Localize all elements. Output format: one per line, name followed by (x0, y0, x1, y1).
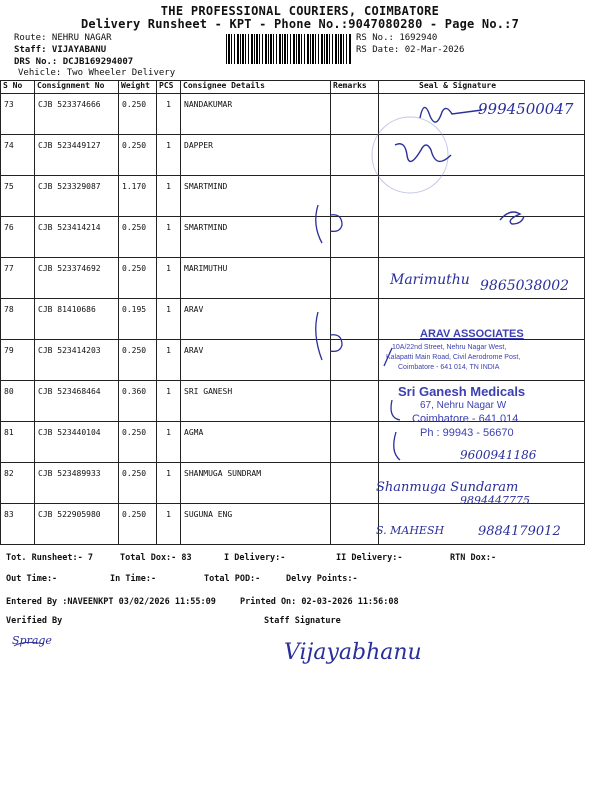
row-consignment: CJB 523468464 (38, 387, 101, 396)
row-consignee: ARAV (184, 305, 204, 314)
signature-scribble (420, 107, 482, 122)
rs-date: RS Date: 02-Mar-2026 (356, 45, 465, 55)
signature-scribble (500, 212, 524, 224)
row-consignee: AGMA (184, 428, 204, 437)
row-pcs: 1 (166, 346, 171, 355)
ganesh-stamp-line: 67, Nehru Nagar W (420, 400, 507, 411)
row-pcs: 1 (166, 387, 171, 396)
row-consignment: CJB 523449127 (38, 141, 101, 150)
runsheet-subtitle: Delivery Runsheet - KPT - Phone No.:9047080280 - Page No.:7 (80, 17, 520, 31)
col-signature: Seal & Signature (379, 81, 585, 94)
row-weight: 0.360 (122, 387, 147, 396)
row-consignee: SHANMUGA SUNDRAM (184, 469, 262, 478)
row-consignee: SMARTMIND (184, 182, 228, 191)
handwritten-name: Shanmuga Sundaram (376, 480, 519, 495)
row-sno: 80 (4, 387, 14, 396)
rtn-dox: RTN Dox:- (450, 553, 497, 563)
total-dox: Total Dox:- 83 (120, 553, 192, 563)
col-weight: Weight (119, 81, 157, 94)
row-weight: 0.250 (122, 223, 147, 232)
handwritten-phone: 9865038002 (480, 278, 570, 294)
verified-signature: Sprage (12, 634, 52, 647)
row-consignee: NANDAKUMAR (184, 100, 233, 109)
ganesh-stamp-name: Sri Ganesh Medicals (398, 384, 526, 399)
row-pcs: 1 (166, 469, 171, 478)
arav-stamp-name: ARAV ASSOCIATES (420, 328, 524, 340)
row-sno: 81 (4, 428, 14, 437)
col-remarks: Remarks (331, 81, 379, 94)
row-consignment: CJB 523374666 (38, 100, 101, 109)
ii-delivery: II Delivery:- (336, 553, 403, 563)
i-delivery: I Delivery:- (224, 553, 286, 563)
col-consignee: Consignee Details (181, 81, 331, 94)
staff-signature: Vijayabhanu (284, 640, 422, 665)
row-pcs: 1 (166, 141, 171, 150)
row-sno: 83 (4, 510, 14, 519)
row-weight: 1.170 (122, 182, 147, 191)
row-weight: 0.250 (122, 510, 147, 519)
row-consignment: CJB 523440104 (38, 428, 101, 437)
handwritten-name: Marimuthu (390, 272, 470, 288)
route: Route: NEHRU NAGAR (14, 33, 112, 43)
row-pcs: 1 (166, 305, 171, 314)
row-weight: 0.250 (122, 264, 147, 273)
handwritten-phone: 9994500047 (478, 100, 574, 118)
row-consignee: SMARTMIND (184, 223, 228, 232)
remark-mark (316, 205, 342, 243)
row-consignment: CJB 523329087 (38, 182, 101, 191)
row-sno: 77 (4, 264, 14, 273)
row-sno: 82 (4, 469, 14, 478)
signature-scribble (395, 144, 451, 162)
handwritten-phone: 9884179012 (478, 524, 561, 539)
row-pcs: 1 (166, 182, 171, 191)
ganesh-stamp-phone: Ph : 99943 - 56670 (420, 427, 514, 439)
row-sno: 76 (4, 223, 14, 232)
row-consignment: CJB 523414203 (38, 346, 101, 355)
arav-stamp-line: Kalapatti Main Road, Civil Aerodrome Post, (386, 354, 521, 361)
row-pcs: 1 (166, 510, 171, 519)
ganesh-stamp-line: Coimbatore - 641 014. (412, 413, 522, 425)
row-sno: 78 (4, 305, 14, 314)
total-pod: Total POD:- (204, 574, 261, 584)
verified-by-label: Verified By (6, 616, 63, 626)
staff: Staff: VIJAYABANU (14, 45, 107, 55)
vehicle: Vehicle: Two Wheeler Delivery (18, 68, 176, 78)
row-sno: 75 (4, 182, 14, 191)
row-consignment: CJB 81410686 (38, 305, 96, 314)
faded-seal-icon (372, 117, 448, 193)
remark-mark (316, 312, 342, 360)
col-pcs: PCS (157, 81, 181, 94)
printed-on: Printed On: 02-03-2026 11:56:08 (240, 597, 399, 607)
out-time: Out Time:- (6, 574, 58, 584)
signature-scribble (391, 400, 400, 460)
row-consignment: CJB 523414214 (38, 223, 101, 232)
entered-by: Entered By :NAVEENKPT 03/02/2026 11:55:09 (6, 597, 216, 607)
row-consignee: SUGUNA ENG (184, 510, 233, 519)
row-consignment: CJB 523489933 (38, 469, 101, 478)
row-consignment: CJB 522905980 (38, 510, 101, 519)
row-consignee: MARIMUTHU (184, 264, 228, 273)
company-title: THE PROFESSIONAL COURIERS, COIMBATORE (160, 4, 440, 18)
staff-signature-label: Staff Signature (264, 616, 341, 626)
row-sno: 73 (4, 100, 14, 109)
row-weight: 0.250 (122, 428, 147, 437)
handwritten-phone: 9894447775 (460, 494, 530, 507)
row-weight: 0.250 (122, 346, 147, 355)
row-sno: 79 (4, 346, 14, 355)
row-consignee: ARAV (184, 346, 204, 355)
handwritten-phone: 9600941186 (460, 448, 537, 462)
row-consignment: CJB 523374692 (38, 264, 101, 273)
arav-stamp-line: Coimbatore - 641 014, TN INDIA (398, 364, 500, 371)
handwritten-name: S. MAHESH (376, 524, 445, 537)
rs-number: RS No.: 1692940 (356, 33, 438, 43)
row-weight: 0.250 (122, 100, 147, 109)
row-pcs: 1 (166, 223, 171, 232)
arav-stamp-line: 10A/22nd Street, Nehru Nagar West, (392, 344, 507, 351)
total-runsheet: Tot. Runsheet:- 7 (6, 553, 93, 563)
row-weight: 0.195 (122, 305, 147, 314)
delivery-points: Delvy Points:- (286, 574, 358, 584)
col-sno: S No (1, 81, 35, 94)
row-weight: 0.250 (122, 141, 147, 150)
row-sno: 74 (4, 141, 14, 150)
drs-number: DRS No.: DCJB169294007 (14, 57, 134, 67)
row-weight: 0.250 (122, 469, 147, 478)
col-consignment: Consignment No (35, 81, 119, 94)
row-consignee: DAPPER (184, 141, 213, 150)
row-pcs: 1 (166, 264, 171, 273)
in-time: In Time:- (110, 574, 157, 584)
row-pcs: 1 (166, 428, 171, 437)
row-consignee: SRI GANESH (184, 387, 233, 396)
row-pcs: 1 (166, 100, 171, 109)
